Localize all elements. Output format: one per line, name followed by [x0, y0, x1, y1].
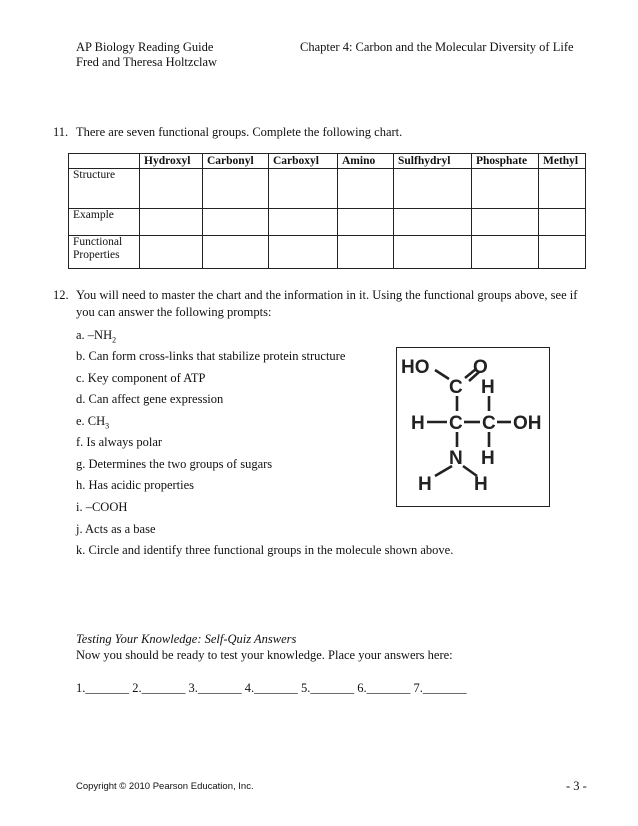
- answer-cell[interactable]: [269, 209, 338, 236]
- row-label: [69, 236, 140, 269]
- answer-cell[interactable]: [394, 169, 472, 209]
- table-row: [69, 209, 586, 236]
- atom-label: N: [449, 448, 463, 469]
- molecule-structure: [397, 348, 549, 506]
- answer-cell[interactable]: [203, 236, 269, 269]
- atom-label: O: [473, 357, 488, 378]
- answer-cell[interactable]: [140, 169, 203, 209]
- row-label: Example: [69, 209, 140, 236]
- table-header-cell: Sulfhydryl: [394, 154, 472, 169]
- prompt-item: f. Is always polar: [76, 435, 163, 449]
- table-row: [69, 169, 586, 209]
- answer-cell[interactable]: [269, 236, 338, 269]
- answer-cell[interactable]: [394, 209, 472, 236]
- atom-label: H: [418, 474, 432, 495]
- answer-cell[interactable]: [539, 236, 586, 269]
- table-header-row: [69, 154, 586, 169]
- header-title: AP Biology Reading Guide: [76, 40, 214, 54]
- row-label: Structure: [69, 169, 140, 209]
- table-header-cell: Methyl: [539, 154, 586, 169]
- bond: [435, 370, 449, 379]
- answer-cell[interactable]: [539, 169, 586, 209]
- prompt-item: a. $-NH_2$: [76, 328, 117, 345]
- bond: [435, 466, 452, 476]
- table-header-cell: Carbonyl: [203, 154, 269, 169]
- self-quiz-title: Testing Your Knowledge: Self-Quiz Answers: [76, 632, 297, 646]
- header-authors: Fred and Theresa Holtzclaw: [76, 55, 218, 69]
- table-header-cell: Amino: [338, 154, 394, 169]
- atom-label: H: [481, 377, 495, 398]
- answer-cell[interactable]: [338, 169, 394, 209]
- molecule-figure: [396, 347, 550, 507]
- prompt-item: j. Acts as a base: [76, 522, 156, 536]
- atom-label: H: [481, 448, 495, 469]
- atom-label: C: [449, 377, 463, 398]
- atom-label: HO: [401, 357, 430, 378]
- prompt-item: d. Can affect gene expression: [76, 392, 224, 406]
- answer-cell[interactable]: [338, 209, 394, 236]
- footer-copyright: Copyright © 2010 Pearson Education, Inc.: [76, 781, 254, 792]
- prompt-item: h. Has acidic properties: [76, 478, 195, 492]
- self-quiz-section: [76, 631, 467, 696]
- answer-cell[interactable]: [472, 209, 539, 236]
- prompt-item: i. –COOH: [76, 500, 128, 514]
- bond: [463, 466, 477, 476]
- page-number: - 3 -: [566, 779, 587, 793]
- answer-cell[interactable]: [203, 169, 269, 209]
- atom-label: H: [411, 413, 425, 434]
- table-header-cell: [69, 154, 140, 169]
- question-text: There are seven functional groups. Complete the following chart.: [76, 125, 403, 139]
- answer-cell[interactable]: [472, 169, 539, 209]
- prompt-item: g. Determines the two groups of sugars: [76, 457, 273, 471]
- answer-cell[interactable]: [539, 209, 586, 236]
- answer-cell[interactable]: [338, 236, 394, 269]
- answer-cell[interactable]: [269, 169, 338, 209]
- self-quiz-instructions: Now you should be ready to test your knowledge. Place your answers here:: [76, 648, 453, 662]
- prompt-item: b. Can form cross-links that stabilize protein structure: [76, 349, 346, 363]
- table-header-cell: Carboxyl: [269, 154, 338, 169]
- answer-cell[interactable]: [472, 236, 539, 269]
- prompt-item: c. Key component of ATP: [76, 371, 206, 385]
- table-header-cell: Phosphate: [472, 154, 539, 169]
- answer-cell[interactable]: [203, 209, 269, 236]
- functional-groups-table: [68, 153, 586, 269]
- table-row: [69, 236, 586, 269]
- answer-blanks[interactable]: 1._______ 2._______ 3._______ 4._______ 5._______ 6._______ 7._______: [76, 681, 467, 695]
- answer-cell[interactable]: [140, 209, 203, 236]
- atom-label: C: [482, 413, 496, 434]
- question-number: 12.: [53, 288, 69, 302]
- atom-label: H: [474, 474, 488, 495]
- prompt-item: e. $CH_3$: [76, 414, 110, 431]
- prompt-item: k. Circle and identify three functional groups in the molecule shown above.: [76, 543, 454, 557]
- header-left: [76, 40, 217, 70]
- row-label-line: Functional: [73, 236, 123, 248]
- atom-label: OH: [513, 413, 542, 434]
- header-chapter: Chapter 4: Carbon and the Molecular Diversity of Life: [300, 40, 574, 54]
- row-label-line: Properties: [73, 249, 120, 261]
- question-text: You will need to master the chart and the information in it. Using the functional groups above, see if you can answer the following prompts:: [76, 288, 578, 319]
- bond-lines: [427, 369, 511, 476]
- answer-cell[interactable]: [394, 236, 472, 269]
- table-header-cell: Hydroxyl: [140, 154, 203, 169]
- answer-cell[interactable]: [140, 236, 203, 269]
- atom-label: C: [449, 413, 463, 434]
- question-number: 11.: [53, 125, 69, 139]
